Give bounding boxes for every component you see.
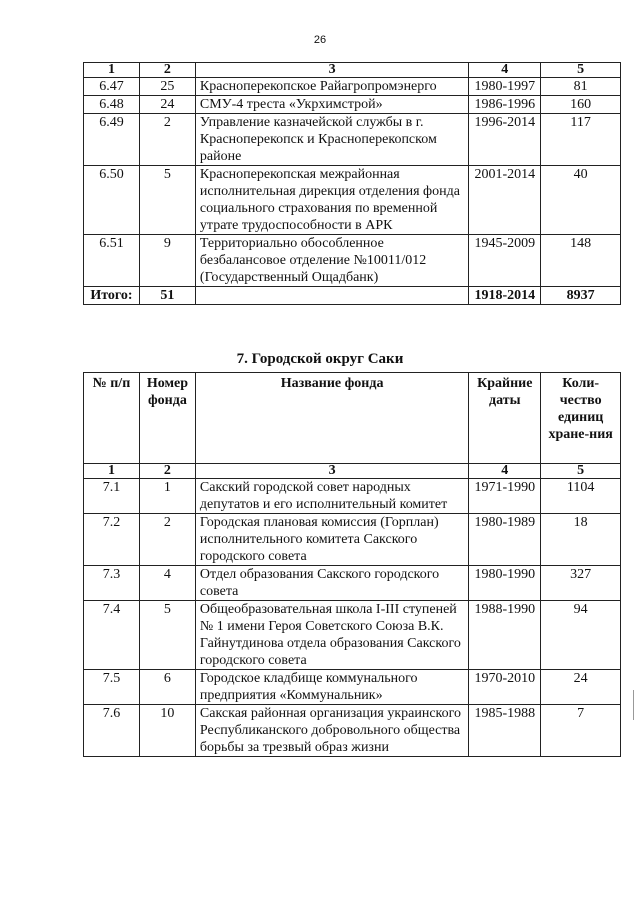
table-row: [84, 166, 621, 235]
fund-number: 25: [139, 78, 195, 96]
fund-number: 5: [139, 601, 195, 670]
storage-units: 160: [541, 96, 621, 114]
date-range: 2001-2014: [469, 166, 541, 235]
table-row: [84, 601, 621, 670]
fund-name: Территориально обособленное безбалансовое отделение №10011/012 (Государственный Ощадбанк): [195, 235, 468, 287]
fund-number: 2: [139, 514, 195, 566]
scan-margin-mark: [633, 690, 634, 720]
table-row: [84, 566, 621, 601]
fund-number: 5: [139, 166, 195, 235]
fund-name: Общеобразовательная школа I-III ступеней № 1 имени Героя Советского Союза В.К. Гайнутдинова отдела образования Сакского городского совета: [195, 601, 468, 670]
row-number: 6.50: [84, 166, 140, 235]
storage-units: 24: [541, 670, 621, 705]
column-number: 3: [195, 464, 468, 479]
date-range: 1988-1990: [469, 601, 541, 670]
row-number: 7.3: [84, 566, 140, 601]
row-number: 7.4: [84, 601, 140, 670]
header-storage-units: Коли-чество единиц хране-ния: [541, 373, 621, 464]
fund-name: Управление казначейской службы в г. Красноперекопск и Красноперекопском районе: [195, 114, 468, 166]
column-number: 5: [541, 63, 621, 78]
column-number: 2: [139, 63, 195, 78]
row-number: 6.48: [84, 96, 140, 114]
storage-units: 1104: [541, 479, 621, 514]
column-number: 1: [84, 464, 140, 479]
total-row: [84, 287, 621, 305]
total-storage-units: 8937: [541, 287, 621, 305]
fund-number: 10: [139, 705, 195, 757]
date-range: 1980-1989: [469, 514, 541, 566]
date-range: 1980-1990: [469, 566, 541, 601]
header-row: [84, 373, 621, 464]
date-range: 1971-1990: [469, 479, 541, 514]
row-number: 6.51: [84, 235, 140, 287]
storage-units: 81: [541, 78, 621, 96]
fund-number: 2: [139, 114, 195, 166]
column-number: 4: [469, 63, 541, 78]
column-number: 1: [84, 63, 140, 78]
total-fund-count: 51: [139, 287, 195, 305]
table-row: [84, 514, 621, 566]
table-row: [84, 479, 621, 514]
header-row-number: № п/п: [84, 373, 140, 464]
storage-units: 18: [541, 514, 621, 566]
storage-units: 94: [541, 601, 621, 670]
archive-table-krasnoperekopsk: [83, 62, 621, 305]
storage-units: 327: [541, 566, 621, 601]
column-number-row: [84, 63, 621, 78]
storage-units: 117: [541, 114, 621, 166]
fund-name: Красноперекопская межрайонная исполнительная дирекция отделения фонда социального страхования по временной утрате трудоспособности в АРК: [195, 166, 468, 235]
archive-table-saki: [83, 372, 621, 757]
fund-number: 4: [139, 566, 195, 601]
column-number: 2: [139, 464, 195, 479]
date-range: 1970-2010: [469, 670, 541, 705]
storage-units: 40: [541, 166, 621, 235]
header-fund-name: Название фонда: [195, 373, 468, 464]
column-number-row: [84, 464, 621, 479]
column-number: 3: [195, 63, 468, 78]
row-number: 7.2: [84, 514, 140, 566]
row-number: 7.1: [84, 479, 140, 514]
fund-number: 6: [139, 670, 195, 705]
date-range: 1980-1997: [469, 78, 541, 96]
page-number: 26: [313, 34, 327, 46]
fund-number: 9: [139, 235, 195, 287]
storage-units: 7: [541, 705, 621, 757]
table-row: [84, 235, 621, 287]
fund-name: Отдел образования Сакского городского совета: [195, 566, 468, 601]
fund-name: Сакский городской совет народных депутатов и его исполнительный комитет: [195, 479, 468, 514]
row-number: 7.6: [84, 705, 140, 757]
table-row: [84, 114, 621, 166]
fund-number: 1: [139, 479, 195, 514]
total-date-range: 1918-2014: [469, 287, 541, 305]
header-date-range: Крайние даты: [469, 373, 541, 464]
storage-units: 148: [541, 235, 621, 287]
row-number: 6.47: [84, 78, 140, 96]
date-range: 1996-2014: [469, 114, 541, 166]
table-row: [84, 670, 621, 705]
fund-name: Сакская районная организация украинского Республиканского добровольного общества борьбы за трезвый образ жизни: [195, 705, 468, 757]
column-number: 4: [469, 464, 541, 479]
section-title: 7. Городской округ Саки: [236, 351, 404, 367]
row-number: 6.49: [84, 114, 140, 166]
header-fund-number: Номер фонда: [139, 373, 195, 464]
fund-name: Городское кладбище коммунального предприятия «Коммунальник»: [195, 670, 468, 705]
fund-number: 24: [139, 96, 195, 114]
row-number: 7.5: [84, 670, 140, 705]
fund-name: Красноперекопское Райагропромэнерго: [195, 78, 468, 96]
fund-name: Городская плановая комиссия (Горплан) исполнительного комитета Сакского городского совета: [195, 514, 468, 566]
table-row: [84, 705, 621, 757]
fund-name: СМУ-4 треста «Укрхимстрой»: [195, 96, 468, 114]
column-number: 5: [541, 464, 621, 479]
table-row: [84, 96, 621, 114]
table-row: [84, 78, 621, 96]
total-name: [195, 287, 468, 305]
date-range: 1986-1996: [469, 96, 541, 114]
date-range: 1945-2009: [469, 235, 541, 287]
date-range: 1985-1988: [469, 705, 541, 757]
total-label: Итого:: [84, 287, 140, 305]
